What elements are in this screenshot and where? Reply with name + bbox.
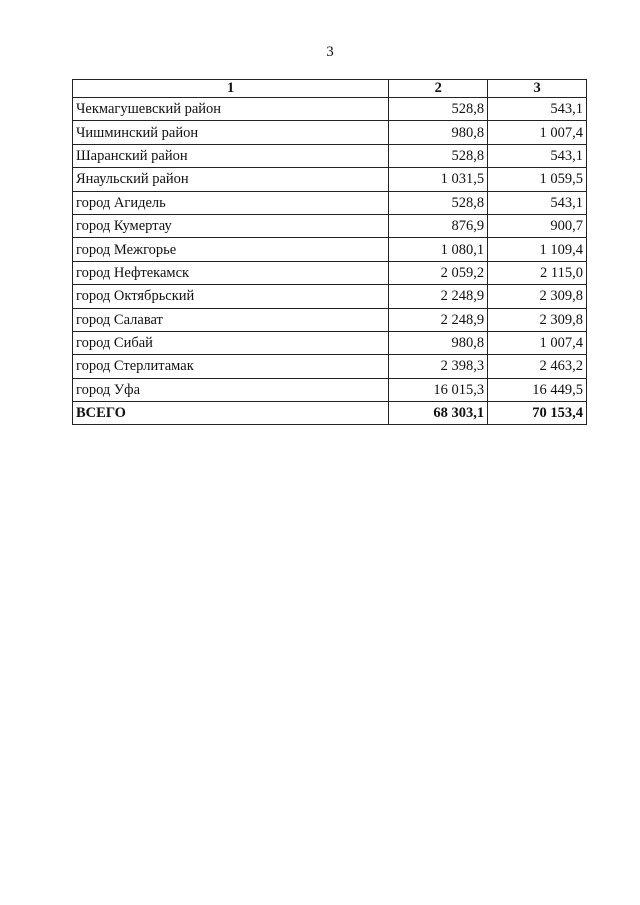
column-header-2: 2 — [389, 80, 488, 98]
table-row — [73, 168, 587, 191]
total-label: ВСЕГО — [73, 402, 389, 425]
row-name: город Октябрьский — [73, 285, 389, 308]
table-row — [73, 355, 587, 378]
row-value-col3: 2 463,2 — [488, 355, 587, 378]
row-value-col2: 528,8 — [389, 191, 488, 214]
row-name: город Салават — [73, 308, 389, 331]
row-name: город Межгорье — [73, 238, 389, 261]
data-table — [72, 79, 587, 425]
table-row — [73, 331, 587, 354]
row-value-col2: 876,9 — [389, 214, 488, 237]
table-row — [73, 308, 587, 331]
row-name: Шаранский район — [73, 144, 389, 167]
row-value-col3: 2 115,0 — [488, 261, 587, 284]
row-value-col3: 2 309,8 — [488, 308, 587, 331]
row-value-col3: 1 059,5 — [488, 168, 587, 191]
total-value-col2: 68 303,1 — [389, 402, 488, 425]
row-name: город Сибай — [73, 331, 389, 354]
row-value-col2: 528,8 — [389, 98, 488, 121]
row-value-col3: 543,1 — [488, 98, 587, 121]
row-value-col3: 543,1 — [488, 191, 587, 214]
page-number: 3 — [326, 44, 334, 60]
row-name: Чишминский район — [73, 121, 389, 144]
row-value-col3: 2 309,8 — [488, 285, 587, 308]
row-name: город Агидель — [73, 191, 389, 214]
table-row — [73, 144, 587, 167]
row-name: город Уфа — [73, 378, 389, 401]
row-value-col2: 980,8 — [389, 121, 488, 144]
row-value-col3: 1 007,4 — [488, 331, 587, 354]
table-row — [73, 378, 587, 401]
row-value-col2: 2 398,3 — [389, 355, 488, 378]
table-row — [73, 191, 587, 214]
row-value-col2: 1 080,1 — [389, 238, 488, 261]
row-value-col3: 16 449,5 — [488, 378, 587, 401]
row-name: Янаульский район — [73, 168, 389, 191]
row-value-col3: 1 007,4 — [488, 121, 587, 144]
row-value-col2: 528,8 — [389, 144, 488, 167]
row-value-col2: 2 059,2 — [389, 261, 488, 284]
row-name: город Стерлитамак — [73, 355, 389, 378]
table-row — [73, 98, 587, 121]
row-value-col2: 1 031,5 — [389, 168, 488, 191]
row-name: город Нефтекамск — [73, 261, 389, 284]
table-row — [73, 238, 587, 261]
row-value-col2: 16 015,3 — [389, 378, 488, 401]
total-value-col3: 70 153,4 — [488, 402, 587, 425]
table-row — [73, 214, 587, 237]
row-value-col3: 900,7 — [488, 214, 587, 237]
row-value-col3: 543,1 — [488, 144, 587, 167]
table-header-row — [73, 80, 587, 98]
row-value-col2: 2 248,9 — [389, 308, 488, 331]
column-header-1: 1 — [73, 80, 389, 98]
row-value-col2: 980,8 — [389, 331, 488, 354]
table-row — [73, 261, 587, 284]
row-value-col3: 1 109,4 — [488, 238, 587, 261]
column-header-3: 3 — [488, 80, 587, 98]
row-value-col2: 2 248,9 — [389, 285, 488, 308]
table-total-row — [73, 402, 587, 425]
table-row — [73, 285, 587, 308]
row-name: город Кумертау — [73, 214, 389, 237]
table-row — [73, 121, 587, 144]
row-name: Чекмагушевский район — [73, 98, 389, 121]
